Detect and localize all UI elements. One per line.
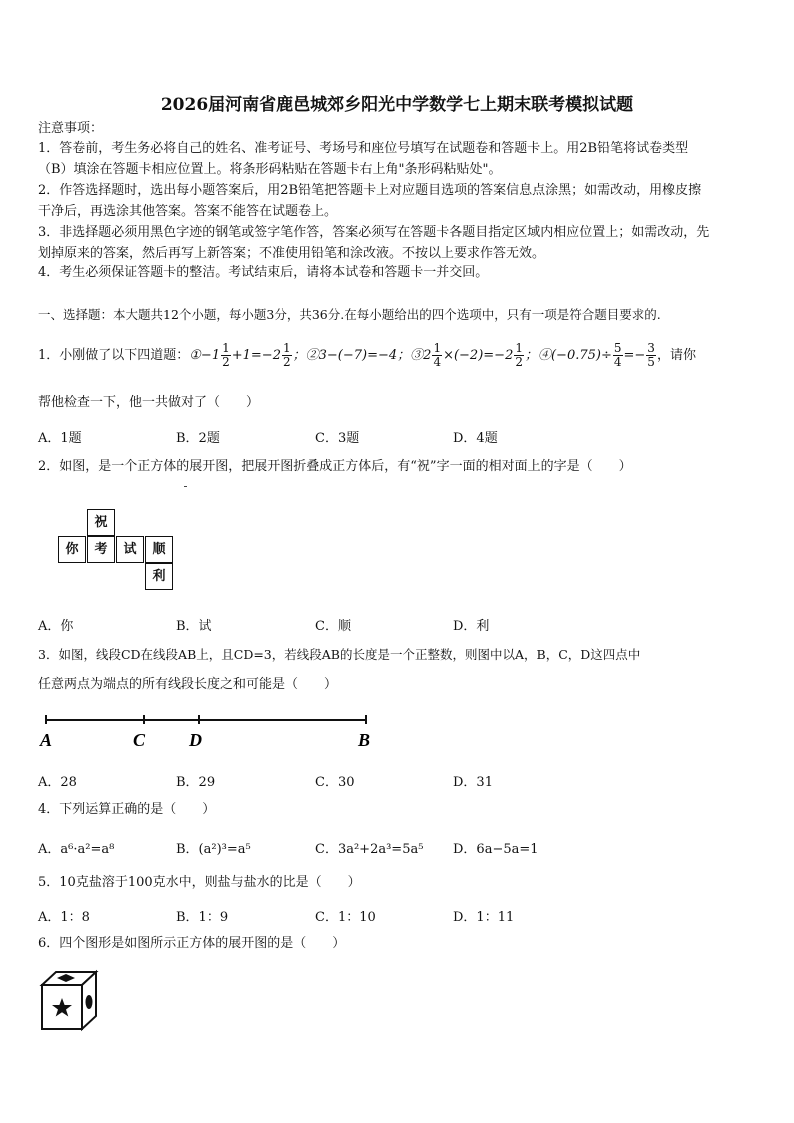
fraction: $\frac{1}{2}$: [222, 341, 230, 369]
notice-line: 划掉原来的答案，然后再写上新答案；不准使用铅笔和涂改液。不按以上要求作答无效。: [38, 246, 546, 261]
q2-option-d[interactable]: D．利: [453, 619, 490, 634]
q1-suffix: ，请你: [656, 348, 696, 363]
q1-part1a: ①−1: [189, 348, 221, 363]
q2-option-c[interactable]: C．顺: [315, 619, 351, 634]
net-cell-zhu: 祝: [87, 509, 115, 536]
fraction: $\frac{3}{5}$: [647, 341, 655, 369]
fraction: $\frac{1}{2}$: [515, 341, 523, 369]
q1-part2: ；②3−(−7)=−4；③2: [292, 348, 432, 363]
q5-option-c[interactable]: C．1：10: [315, 910, 376, 925]
q3-option-a[interactable]: A．28: [38, 775, 77, 790]
net-cell-ni: 你: [58, 536, 86, 563]
q2-option-a[interactable]: A．你: [38, 619, 74, 634]
fraction: $\frac{1}{4}$: [433, 341, 442, 369]
fraction: $\frac{1}{2}$: [282, 341, 291, 369]
q3-option-c[interactable]: C．30: [315, 775, 355, 790]
net-cell-shun: 顺: [145, 536, 173, 563]
question-3-stem-2: 任意两点为端点的所有线段长度之和可能是（ ）: [38, 677, 338, 692]
cube-figure: [38, 968, 100, 1034]
q5-option-a[interactable]: A．1：8: [38, 910, 90, 925]
q4-option-c[interactable]: C．3a²+2a³=5a⁵: [315, 842, 424, 857]
q1-part1b: +1=−2: [231, 348, 281, 363]
notice-line: 3．非选择题必须用黑色字迹的钢笔或签字笔作答，答案必须写在答题卡各题目指定区域内相应位置上；如需改动，先: [38, 225, 710, 240]
q4-option-b[interactable]: B．(a²)³=a⁵: [176, 842, 251, 857]
q3-option-b[interactable]: B．29: [176, 775, 216, 790]
q4-option-a[interactable]: A．a⁶·a²=a⁸: [38, 842, 115, 857]
notice-line: 1．答卷前，考生务必将自己的姓名、准考证号、考场号和座位号填写在试题卷和答题卡上。用2B铅笔将试卷类型: [38, 141, 689, 156]
q1-prefix: 1．小刚做了以下四道题：: [38, 348, 190, 363]
q5-option-d[interactable]: D．1：11: [453, 910, 515, 925]
label-d: D: [189, 730, 202, 750]
q1-option-b[interactable]: B．2题: [176, 431, 220, 446]
q1-part4: ；④(−0.75)÷: [524, 348, 612, 363]
question-3-stem-1: 3．如图，线段CD在线段AB上，且CD=3，若线段AB的长度是一个正整数，则图中以A，B，C，D这四点中: [38, 647, 641, 662]
notice-line: 干净后，再选涂其他答案。答案不能答在试题卷上。: [38, 204, 338, 219]
q3-option-d[interactable]: D．31: [453, 775, 493, 790]
q2-option-b[interactable]: B．试: [176, 619, 212, 634]
question-2-stem: 2．如图，是一个正方体的展开图，把展开图折叠成正方体后，有“祝”字一面的相对面上的字是（ ）: [38, 459, 632, 474]
notice-line: 2．作答选择题时，选出每小题答案后，用2B铅笔把答题卡上对应题目选项的答案信息点涂黑；如需改动，用橡皮擦: [38, 183, 702, 198]
question-1-line2: 帮他检查一下，他一共做对了（ ）: [38, 395, 260, 410]
net-cell-shi: 试: [116, 536, 144, 563]
net-cell-kao: 考: [87, 536, 115, 563]
label-a: A: [40, 730, 53, 750]
stray-mark: [184, 486, 187, 487]
label-b: B: [358, 730, 371, 750]
q1-option-c[interactable]: C．3题: [315, 431, 360, 446]
q5-option-b[interactable]: B．1：9: [176, 910, 229, 925]
q4-option-d[interactable]: D．6a−5a=1: [453, 842, 539, 857]
page-title: 2026届河南省鹿邑城郊乡阳光中学数学七上期末联考模拟试题: [160, 95, 634, 115]
q1-option-a[interactable]: A．1题: [38, 431, 82, 446]
notice-line: 4．考生必须保证答题卡的整洁。考试结束后，请将本试卷和答题卡一并交回。: [38, 265, 489, 280]
dot-icon: [86, 995, 93, 1009]
segment-figure: [38, 712, 383, 752]
fraction: $\frac{5}{4}$: [613, 341, 622, 369]
question-6-stem: 6．四个图形是如图所示正方体的展开图的是（ ）: [38, 936, 346, 951]
question-4-stem: 4．下列运算正确的是（ ）: [38, 802, 216, 817]
label-c: C: [133, 730, 146, 750]
net-cell-li: 利: [145, 563, 173, 590]
notice-line: （B）填涂在答题卡相应位置上。将条形码粘贴在答题卡右上角"条形码粘贴处"。: [38, 162, 502, 177]
q1-part5: =−: [623, 348, 646, 363]
q1-part3: ×(−2)=−2: [443, 348, 514, 363]
notice-heading: 注意事项：: [38, 121, 104, 136]
q1-option-d[interactable]: D．4题: [453, 431, 498, 446]
question-5-stem: 5．10克盐溶于100克水中，则盐与盐水的比是（ ）: [38, 875, 361, 890]
section-heading: 一、选择题：本大题共12个小题，每小题3分，共36分.在每小题给出的四个选项中，只有一项是符合题目要求的.: [38, 307, 661, 322]
question-1-stem: [38, 342, 696, 370]
